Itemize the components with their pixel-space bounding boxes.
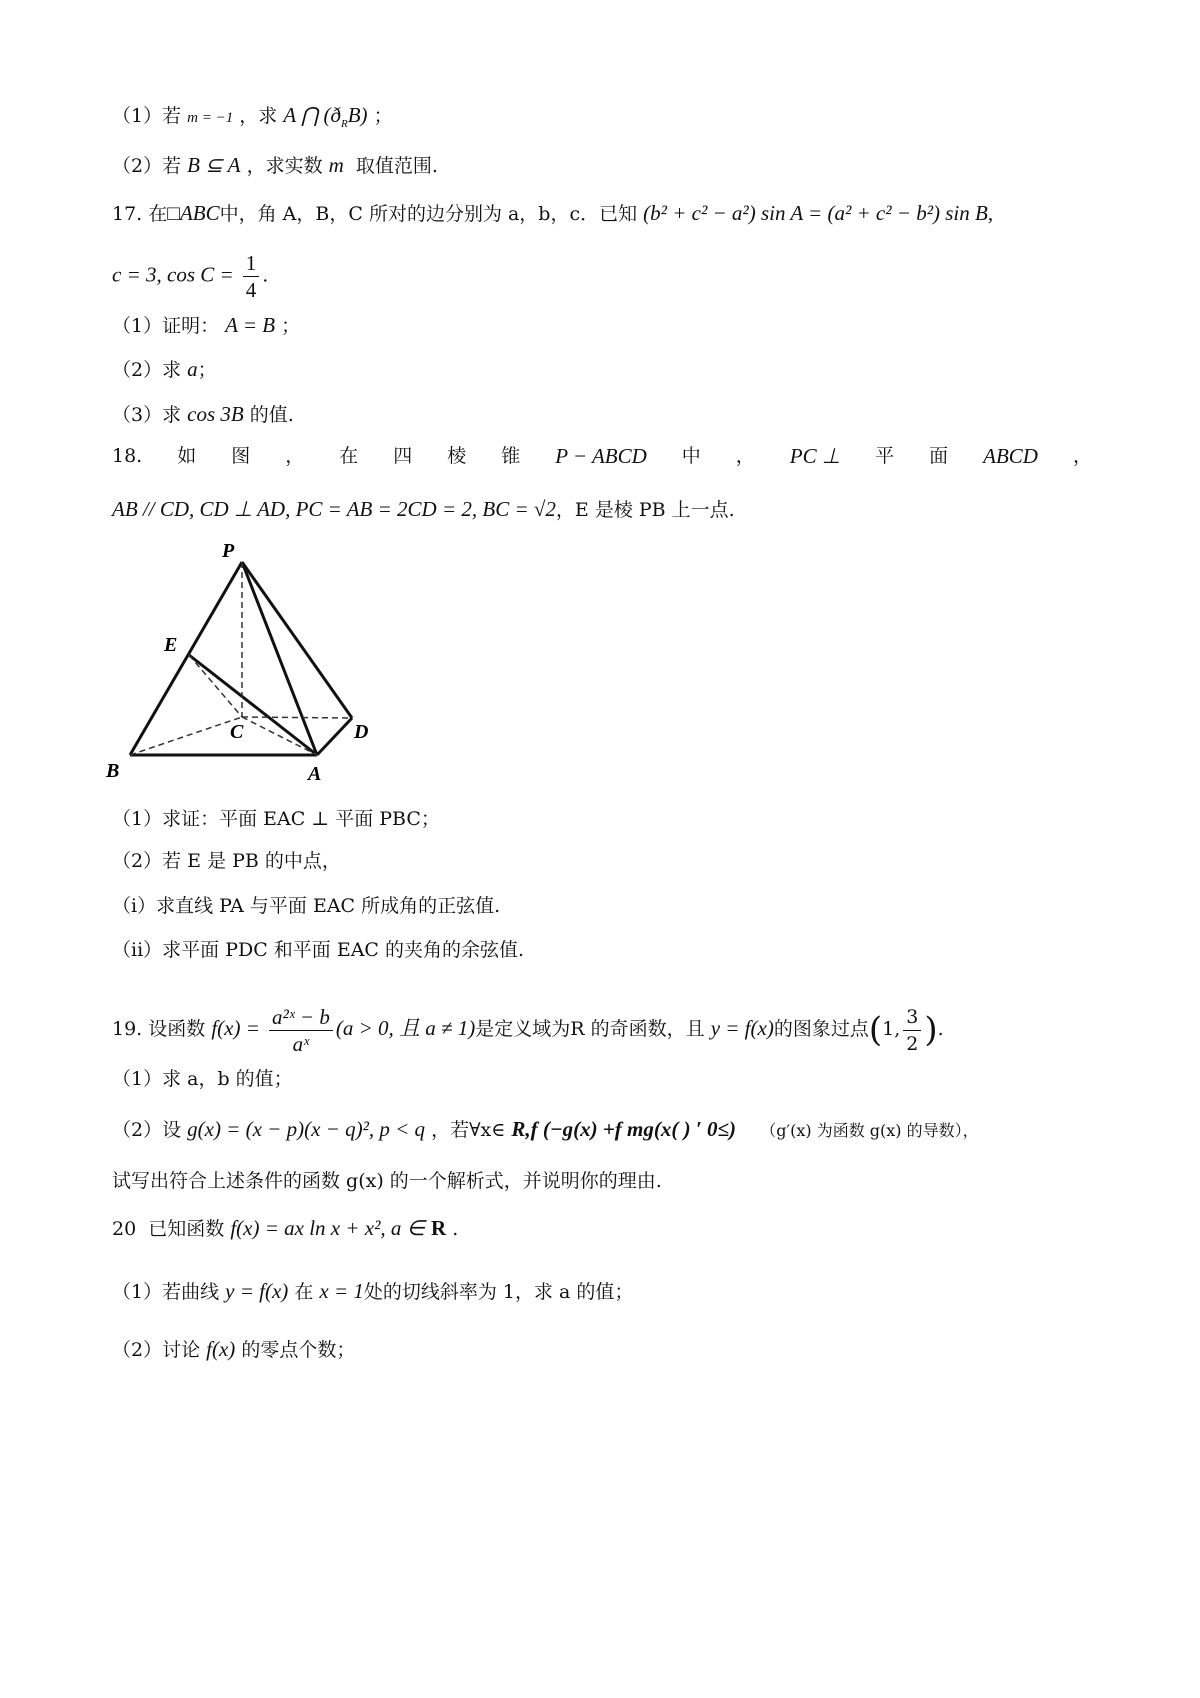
vertex-label-A: A: [308, 763, 322, 785]
q19-part1: [112, 1064, 293, 1094]
q16-part1-sub: R: [341, 117, 348, 130]
q16-part1-expr-end: B): [347, 103, 368, 127]
q20-expr: f(x) = ax ln x + x², a ∈: [230, 1216, 425, 1240]
q17-intro: 在: [148, 203, 168, 225]
q17-part3-label: （3）求: [112, 404, 182, 426]
q20-number: 20: [112, 1218, 137, 1240]
q20-part2-label: （2）讨论: [112, 1339, 201, 1361]
q19-condition: (a > 0, 且 a ≠ 1): [335, 1016, 476, 1040]
q19-part2-label: （2）设: [112, 1119, 182, 1141]
edge-AD: [317, 718, 352, 755]
q18-part2i: [112, 891, 500, 921]
q16-part2-end: 取值范围.: [355, 155, 438, 177]
q18-conditions-end: ，E 是棱 PB 上一点.: [555, 499, 735, 521]
q18-stem-row2: [112, 494, 735, 525]
q18-word: 锥: [501, 445, 521, 467]
q17-equation: (b² + c² − a²) sin A = (a² + c² − b²) sin B,: [643, 201, 994, 225]
q18-word: ，: [735, 445, 755, 467]
q18-solid: P − ABCD: [555, 444, 647, 468]
q17-part2-label: （2）求: [112, 359, 182, 381]
q16-part2-mid: ，求实数: [246, 155, 323, 177]
q19-frac-num: a²ˣ − b: [269, 1004, 333, 1031]
q20-part1-label: （1）若曲线: [112, 1281, 220, 1303]
q19-part2-inequality: R,f (−g(x) +f mg(x( ) ′ 0≤): [511, 1117, 737, 1141]
q17-fraction: [243, 250, 260, 303]
q19-point-den: 2: [906, 1032, 919, 1055]
q19-point-num: 3: [903, 1004, 921, 1031]
q20-part1-expr: y = f(x): [225, 1279, 289, 1303]
q18-word: 棱: [447, 445, 467, 467]
q17-given: [112, 250, 268, 303]
q16-part2-var: m: [328, 153, 344, 177]
q17-text: 中，角 A，B，C 所对的边分别为 a，b，c．已知: [219, 203, 638, 225]
q16-part1-expr: A ⋂ (ð: [283, 103, 341, 127]
q17-frac-num: 1: [243, 250, 260, 277]
q19-frac-den: aˣ: [292, 1031, 310, 1056]
q17-part3: [112, 399, 294, 430]
q18-part2: [112, 846, 341, 876]
q18-word: 如: [177, 445, 197, 467]
q19-paren-close: ): [924, 1010, 938, 1050]
q17-part2-end: ；: [197, 359, 217, 381]
q18-plane: ABCD: [983, 444, 1038, 468]
q19-number: 19.: [112, 1018, 143, 1040]
q20-part2-end: 的零点个数；: [241, 1339, 356, 1361]
edge-EC-hidden: [189, 655, 242, 717]
vertex-label-D: D: [354, 721, 369, 743]
q19-pass: 的图象过点: [773, 1018, 869, 1040]
q20-end: .: [452, 1218, 459, 1240]
edge-PD: [242, 562, 352, 718]
edge-CD-hidden: [242, 717, 352, 718]
q19-part1-text: （1）求 a，b 的值；: [112, 1068, 293, 1090]
q18-word: ，: [285, 445, 305, 467]
edge-BC-hidden: [130, 717, 242, 755]
q18-part2i-text: （i）求直线 PA 与平面 EAC 所成角的正弦值.: [112, 895, 501, 917]
q17-given-end: .: [262, 264, 269, 287]
q17-part1: [112, 310, 300, 341]
q19-intro: 设函数: [148, 1018, 206, 1040]
q19-end: .: [937, 1018, 944, 1040]
q17-part1-label: （1）证明：: [112, 315, 220, 337]
q16-part1-sep: ，求: [239, 105, 278, 127]
q17-number: 17.: [112, 203, 143, 225]
vertex-label-C: C: [230, 721, 244, 743]
q17-part1-end: ；: [281, 315, 301, 337]
q19-part2-note: （g′(x) 为函数 g(x) 的导数），: [760, 1121, 979, 1140]
q18-part2ii-text: （ii）求平面 PDC 和平面 EAC 的夹角的余弦值.: [112, 939, 525, 961]
q18-word: 中: [681, 445, 701, 467]
q17-given-c: c = 3, cos C =: [112, 262, 234, 287]
q20-part2: [112, 1334, 355, 1365]
q19-part2-mid: ，若∀x∈: [431, 1119, 506, 1141]
q18-part1: [112, 804, 440, 834]
q19-fraction: [269, 1004, 333, 1057]
q16-part1-end: ；: [373, 105, 393, 127]
vertex-label-E: E: [164, 634, 178, 656]
q18-word: 图: [231, 445, 251, 467]
q18-word: 平: [875, 445, 895, 467]
q18-word: ，: [1072, 445, 1092, 467]
q17-part3-end: 的值.: [249, 404, 294, 426]
q20-stem: [112, 1213, 458, 1244]
q19-part2-line2-text: 试写出符合上述条件的函数 g(x) 的一个解析式，并说明你的理由.: [112, 1170, 662, 1192]
q18-perp: PC ⊥: [789, 444, 841, 468]
q19-graph: y = f(x): [710, 1016, 774, 1040]
q19-paren-open: (: [868, 1010, 883, 1050]
q19-stem: [112, 998, 944, 1059]
q18-conditions: AB // CD, CD ⊥ AD, PC = AB = 2CD = 2, BC = √2: [112, 497, 556, 521]
q20-part1-end: 处的切线斜率为 1，求 a 的值；: [363, 1281, 634, 1303]
q16-part2-label: （2）若: [112, 155, 182, 177]
q16-part1-label: （1）若: [112, 105, 182, 127]
q17-part2-expr: a: [187, 357, 198, 381]
q17-triangle: □ABC: [167, 201, 220, 225]
edge-PB: [130, 562, 242, 755]
q19-mid: 是定义域为R 的奇函数，且: [475, 1018, 705, 1040]
q18-number: 18.: [112, 445, 143, 467]
q20-part1: [112, 1276, 633, 1307]
q18-part2ii: [112, 935, 524, 965]
q18-part2-text: （2）若 E 是 PB 的中点，: [112, 850, 341, 872]
q19-part2-expr: g(x) = (x − p)(x − q)², p < q: [187, 1117, 426, 1141]
q17-part2: [112, 354, 217, 385]
q20-part1-mid: 在: [294, 1281, 314, 1303]
q16-part2-expr: B ⊆ A: [187, 153, 241, 177]
q20-set: R: [431, 1216, 447, 1240]
q19-point-fraction: [903, 1004, 921, 1057]
q18-stem-row1: [112, 441, 1092, 471]
q19-part2: [112, 1114, 979, 1146]
q20-intro: 已知函数: [148, 1218, 225, 1240]
q18-word: 四: [393, 445, 413, 467]
q18-word: 面: [929, 445, 949, 467]
q18-part1-text: （1）求证：平面 EAC ⊥ 平面 PBC；: [112, 808, 440, 830]
q17-part3-expr: cos 3B: [187, 402, 244, 426]
vertex-label-P: P: [222, 540, 235, 562]
q19-point-a: 1,: [882, 1018, 901, 1040]
q19-fx: f(x) =: [211, 1016, 260, 1040]
q16-part1: [112, 100, 393, 139]
q16-part2: [112, 150, 438, 181]
q19-part2-line2: [112, 1166, 662, 1196]
q20-part2-expr: f(x): [206, 1337, 236, 1361]
q20-part1-expr2: x = 1: [319, 1279, 364, 1303]
q17-stem: [112, 198, 993, 229]
q17-frac-den: 4: [245, 278, 257, 302]
q17-part1-expr: A = B: [225, 313, 276, 337]
vertex-label-B: B: [106, 760, 120, 782]
q18-word: 在: [339, 445, 359, 467]
q16-part1-cond: m = −1: [187, 110, 234, 126]
